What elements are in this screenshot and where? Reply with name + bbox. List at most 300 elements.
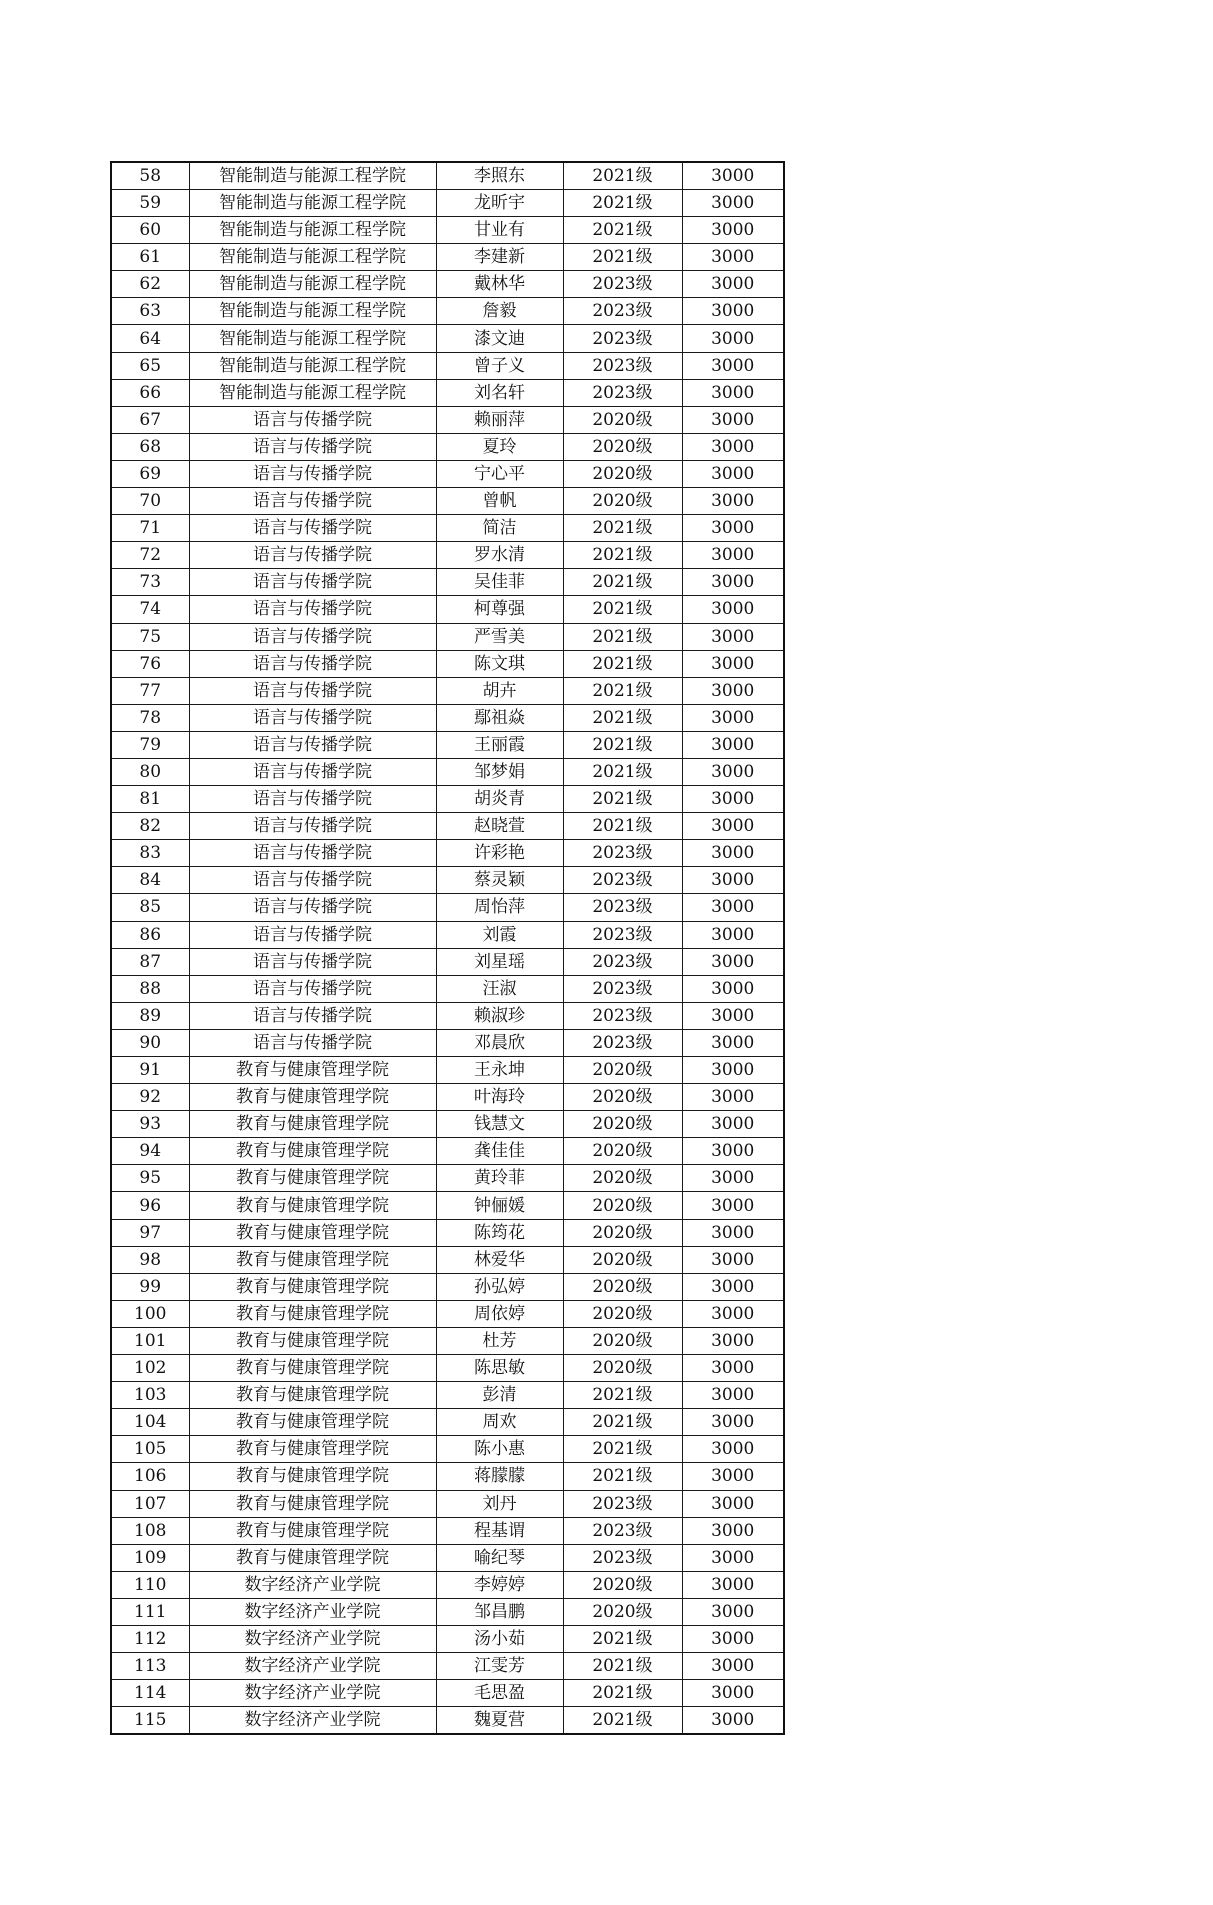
table-row [111, 1246, 784, 1273]
row-number-cell: 102 [111, 1355, 189, 1382]
college-cell: 智能制造与能源工程学院 [189, 271, 436, 298]
amount-cell: 3000 [682, 1219, 784, 1246]
roster-table-body [111, 162, 784, 1734]
table-row [111, 379, 784, 406]
amount-cell: 3000 [682, 488, 784, 515]
amount-cell: 3000 [682, 1327, 784, 1354]
amount-cell: 3000 [682, 813, 784, 840]
college-cell: 语言与传播学院 [189, 488, 436, 515]
table-row [111, 1517, 784, 1544]
table-row [111, 1138, 784, 1165]
college-cell: 语言与传播学院 [189, 569, 436, 596]
grade-cell: 2020级 [563, 460, 682, 487]
student-name-cell: 叶海玲 [436, 1084, 563, 1111]
grade-cell: 2021级 [563, 731, 682, 758]
table-row [111, 677, 784, 704]
row-number-cell: 78 [111, 704, 189, 731]
student-name-cell: 钱慧文 [436, 1111, 563, 1138]
table-row [111, 1571, 784, 1598]
grade-cell: 2023级 [563, 894, 682, 921]
grade-cell: 2023级 [563, 867, 682, 894]
college-cell: 数字经济产业学院 [189, 1707, 436, 1735]
college-cell: 语言与传播学院 [189, 975, 436, 1002]
college-cell: 智能制造与能源工程学院 [189, 217, 436, 244]
table-row [111, 460, 784, 487]
amount-cell: 3000 [682, 1463, 784, 1490]
row-number-cell: 77 [111, 677, 189, 704]
college-cell: 教育与健康管理学院 [189, 1327, 436, 1354]
student-name-cell: 柯尊强 [436, 596, 563, 623]
student-name-cell: 李照东 [436, 162, 563, 190]
row-number-cell: 88 [111, 975, 189, 1002]
table-row [111, 894, 784, 921]
grade-cell: 2020级 [563, 1165, 682, 1192]
student-name-cell: 龚佳佳 [436, 1138, 563, 1165]
student-name-cell: 龙昕宇 [436, 190, 563, 217]
grade-cell: 2021级 [563, 650, 682, 677]
student-name-cell: 刘霞 [436, 921, 563, 948]
student-name-cell: 鄢祖焱 [436, 704, 563, 731]
student-name-cell: 甘业有 [436, 217, 563, 244]
grade-cell: 2021级 [563, 596, 682, 623]
row-number-cell: 65 [111, 352, 189, 379]
table-row [111, 786, 784, 813]
amount-cell: 3000 [682, 217, 784, 244]
row-number-cell: 90 [111, 1029, 189, 1056]
student-name-cell: 刘丹 [436, 1490, 563, 1517]
college-cell: 教育与健康管理学院 [189, 1057, 436, 1084]
amount-cell: 3000 [682, 542, 784, 569]
grade-cell: 2020级 [563, 1327, 682, 1354]
amount-cell: 3000 [682, 1571, 784, 1598]
amount-cell: 3000 [682, 1057, 784, 1084]
row-number-cell: 105 [111, 1436, 189, 1463]
grade-cell: 2021级 [563, 704, 682, 731]
row-number-cell: 110 [111, 1571, 189, 1598]
student-name-cell: 周欢 [436, 1409, 563, 1436]
amount-cell: 3000 [682, 786, 784, 813]
college-cell: 数字经济产业学院 [189, 1680, 436, 1707]
amount-cell: 3000 [682, 515, 784, 542]
grade-cell: 2020级 [563, 488, 682, 515]
table-row [111, 352, 784, 379]
amount-cell: 3000 [682, 1355, 784, 1382]
student-name-cell: 林爱华 [436, 1246, 563, 1273]
college-cell: 教育与健康管理学院 [189, 1192, 436, 1219]
row-number-cell: 84 [111, 867, 189, 894]
row-number-cell: 115 [111, 1707, 189, 1735]
grade-cell: 2020级 [563, 1355, 682, 1382]
row-number-cell: 114 [111, 1680, 189, 1707]
grade-cell: 2021级 [563, 813, 682, 840]
grade-cell: 2021级 [563, 677, 682, 704]
student-name-cell: 严雪美 [436, 623, 563, 650]
amount-cell: 3000 [682, 1544, 784, 1571]
student-name-cell: 曾子义 [436, 352, 563, 379]
grade-cell: 2021级 [563, 1707, 682, 1735]
table-row [111, 867, 784, 894]
row-number-cell: 111 [111, 1598, 189, 1625]
grade-cell: 2021级 [563, 515, 682, 542]
student-name-cell: 詹毅 [436, 298, 563, 325]
college-cell: 语言与传播学院 [189, 948, 436, 975]
student-name-cell: 曾帆 [436, 488, 563, 515]
table-row [111, 1436, 784, 1463]
student-name-cell: 漆文迪 [436, 325, 563, 352]
amount-cell: 3000 [682, 758, 784, 785]
table-row [111, 1084, 784, 1111]
row-number-cell: 75 [111, 623, 189, 650]
college-cell: 语言与传播学院 [189, 840, 436, 867]
row-number-cell: 68 [111, 433, 189, 460]
table-row [111, 1680, 784, 1707]
grade-cell: 2021级 [563, 623, 682, 650]
college-cell: 教育与健康管理学院 [189, 1355, 436, 1382]
student-name-cell: 喻纪琴 [436, 1544, 563, 1571]
college-cell: 智能制造与能源工程学院 [189, 352, 436, 379]
student-name-cell: 程基谓 [436, 1517, 563, 1544]
amount-cell: 3000 [682, 190, 784, 217]
student-name-cell: 许彩艳 [436, 840, 563, 867]
row-number-cell: 80 [111, 758, 189, 785]
amount-cell: 3000 [682, 596, 784, 623]
row-number-cell: 70 [111, 488, 189, 515]
college-cell: 语言与传播学院 [189, 433, 436, 460]
college-cell: 语言与传播学院 [189, 813, 436, 840]
grade-cell: 2023级 [563, 1029, 682, 1056]
amount-cell: 3000 [682, 1490, 784, 1517]
grade-cell: 2020级 [563, 1598, 682, 1625]
grade-cell: 2021级 [563, 1653, 682, 1680]
table-row [111, 433, 784, 460]
college-cell: 智能制造与能源工程学院 [189, 162, 436, 190]
amount-cell: 3000 [682, 1273, 784, 1300]
table-row [111, 1273, 784, 1300]
college-cell: 语言与传播学院 [189, 786, 436, 813]
row-number-cell: 93 [111, 1111, 189, 1138]
college-cell: 语言与传播学院 [189, 650, 436, 677]
student-name-cell: 李建新 [436, 244, 563, 271]
grade-cell: 2021级 [563, 1409, 682, 1436]
amount-cell: 3000 [682, 1084, 784, 1111]
student-name-cell: 胡卉 [436, 677, 563, 704]
amount-cell: 3000 [682, 433, 784, 460]
student-name-cell: 孙弘婷 [436, 1273, 563, 1300]
student-name-cell: 赵晓萱 [436, 813, 563, 840]
amount-cell: 3000 [682, 162, 784, 190]
row-number-cell: 112 [111, 1625, 189, 1652]
table-row [111, 1625, 784, 1652]
college-cell: 语言与传播学院 [189, 542, 436, 569]
amount-cell: 3000 [682, 325, 784, 352]
student-name-cell: 王永坤 [436, 1057, 563, 1084]
college-cell: 语言与传播学院 [189, 1029, 436, 1056]
amount-cell: 3000 [682, 1111, 784, 1138]
row-number-cell: 103 [111, 1382, 189, 1409]
grade-cell: 2020级 [563, 1571, 682, 1598]
student-name-cell: 宁心平 [436, 460, 563, 487]
college-cell: 教育与健康管理学院 [189, 1219, 436, 1246]
college-cell: 智能制造与能源工程学院 [189, 190, 436, 217]
student-name-cell: 毛思盈 [436, 1680, 563, 1707]
college-cell: 教育与健康管理学院 [189, 1273, 436, 1300]
row-number-cell: 101 [111, 1327, 189, 1354]
grade-cell: 2021级 [563, 542, 682, 569]
row-number-cell: 82 [111, 813, 189, 840]
amount-cell: 3000 [682, 1300, 784, 1327]
grade-cell: 2020级 [563, 1219, 682, 1246]
row-number-cell: 97 [111, 1219, 189, 1246]
college-cell: 智能制造与能源工程学院 [189, 325, 436, 352]
grade-cell: 2021级 [563, 217, 682, 244]
table-row [111, 813, 784, 840]
row-number-cell: 106 [111, 1463, 189, 1490]
college-cell: 语言与传播学院 [189, 460, 436, 487]
student-name-cell: 陈小惠 [436, 1436, 563, 1463]
amount-cell: 3000 [682, 244, 784, 271]
college-cell: 语言与传播学院 [189, 623, 436, 650]
table-row [111, 704, 784, 731]
table-row [111, 325, 784, 352]
table-row [111, 1111, 784, 1138]
grade-cell: 2021级 [563, 786, 682, 813]
student-name-cell: 李婷婷 [436, 1571, 563, 1598]
amount-cell: 3000 [682, 731, 784, 758]
grade-cell: 2023级 [563, 1544, 682, 1571]
college-cell: 语言与传播学院 [189, 731, 436, 758]
row-number-cell: 76 [111, 650, 189, 677]
table-row [111, 1598, 784, 1625]
grade-cell: 2020级 [563, 1057, 682, 1084]
student-name-cell: 刘名轩 [436, 379, 563, 406]
table-row [111, 515, 784, 542]
row-number-cell: 113 [111, 1653, 189, 1680]
table-row [111, 1165, 784, 1192]
student-name-cell: 陈文琪 [436, 650, 563, 677]
row-number-cell: 109 [111, 1544, 189, 1571]
amount-cell: 3000 [682, 1382, 784, 1409]
college-cell: 数字经济产业学院 [189, 1598, 436, 1625]
student-name-cell: 陈筠花 [436, 1219, 563, 1246]
grade-cell: 2023级 [563, 1517, 682, 1544]
row-number-cell: 73 [111, 569, 189, 596]
student-name-cell: 王丽霞 [436, 731, 563, 758]
table-row [111, 1544, 784, 1571]
table-row [111, 1192, 784, 1219]
row-number-cell: 61 [111, 244, 189, 271]
college-cell: 教育与健康管理学院 [189, 1409, 436, 1436]
college-cell: 语言与传播学院 [189, 921, 436, 948]
student-name-cell: 夏玲 [436, 433, 563, 460]
grade-cell: 2023级 [563, 948, 682, 975]
grade-cell: 2020级 [563, 1246, 682, 1273]
amount-cell: 3000 [682, 867, 784, 894]
college-cell: 教育与健康管理学院 [189, 1436, 436, 1463]
scholarship-roster-table [110, 161, 785, 1735]
amount-cell: 3000 [682, 975, 784, 1002]
row-number-cell: 83 [111, 840, 189, 867]
amount-cell: 3000 [682, 1707, 784, 1735]
college-cell: 教育与健康管理学院 [189, 1246, 436, 1273]
college-cell: 数字经济产业学院 [189, 1653, 436, 1680]
grade-cell: 2021级 [563, 758, 682, 785]
table-row [111, 569, 784, 596]
amount-cell: 3000 [682, 352, 784, 379]
amount-cell: 3000 [682, 894, 784, 921]
row-number-cell: 81 [111, 786, 189, 813]
college-cell: 教育与健康管理学院 [189, 1084, 436, 1111]
grade-cell: 2021级 [563, 1436, 682, 1463]
student-name-cell: 钟俪媛 [436, 1192, 563, 1219]
table-row [111, 244, 784, 271]
grade-cell: 2021级 [563, 1680, 682, 1707]
amount-cell: 3000 [682, 840, 784, 867]
amount-cell: 3000 [682, 921, 784, 948]
table-row [111, 758, 784, 785]
amount-cell: 3000 [682, 1625, 784, 1652]
amount-cell: 3000 [682, 298, 784, 325]
student-name-cell: 黄玲菲 [436, 1165, 563, 1192]
amount-cell: 3000 [682, 704, 784, 731]
row-number-cell: 71 [111, 515, 189, 542]
table-row [111, 1219, 784, 1246]
table-row [111, 623, 784, 650]
row-number-cell: 60 [111, 217, 189, 244]
grade-cell: 2020级 [563, 1300, 682, 1327]
amount-cell: 3000 [682, 1002, 784, 1029]
amount-cell: 3000 [682, 1653, 784, 1680]
table-row [111, 1490, 784, 1517]
table-row [111, 298, 784, 325]
amount-cell: 3000 [682, 460, 784, 487]
grade-cell: 2023级 [563, 975, 682, 1002]
student-name-cell: 杜芳 [436, 1327, 563, 1354]
row-number-cell: 92 [111, 1084, 189, 1111]
college-cell: 智能制造与能源工程学院 [189, 298, 436, 325]
college-cell: 语言与传播学院 [189, 406, 436, 433]
table-row [111, 731, 784, 758]
college-cell: 语言与传播学院 [189, 1002, 436, 1029]
amount-cell: 3000 [682, 1409, 784, 1436]
row-number-cell: 98 [111, 1246, 189, 1273]
row-number-cell: 95 [111, 1165, 189, 1192]
amount-cell: 3000 [682, 1138, 784, 1165]
student-name-cell: 陈思敏 [436, 1355, 563, 1382]
student-name-cell: 邹梦娟 [436, 758, 563, 785]
table-row [111, 1002, 784, 1029]
college-cell: 语言与传播学院 [189, 894, 436, 921]
table-row [111, 840, 784, 867]
amount-cell: 3000 [682, 948, 784, 975]
student-name-cell: 戴林华 [436, 271, 563, 298]
college-cell: 语言与传播学院 [189, 515, 436, 542]
table-row [111, 542, 784, 569]
student-name-cell: 江雯芳 [436, 1653, 563, 1680]
student-name-cell: 汤小茹 [436, 1625, 563, 1652]
student-name-cell: 魏夏营 [436, 1707, 563, 1735]
table-row [111, 1382, 784, 1409]
grade-cell: 2023级 [563, 298, 682, 325]
student-name-cell: 刘星瑶 [436, 948, 563, 975]
college-cell: 数字经济产业学院 [189, 1625, 436, 1652]
table-row [111, 596, 784, 623]
grade-cell: 2021级 [563, 1625, 682, 1652]
student-name-cell: 彭清 [436, 1382, 563, 1409]
table-row [111, 1300, 784, 1327]
student-name-cell: 简洁 [436, 515, 563, 542]
grade-cell: 2021级 [563, 244, 682, 271]
table-row [111, 488, 784, 515]
table-row [111, 1057, 784, 1084]
grade-cell: 2023级 [563, 921, 682, 948]
row-number-cell: 87 [111, 948, 189, 975]
amount-cell: 3000 [682, 1517, 784, 1544]
grade-cell: 2023级 [563, 379, 682, 406]
row-number-cell: 99 [111, 1273, 189, 1300]
amount-cell: 3000 [682, 623, 784, 650]
row-number-cell: 69 [111, 460, 189, 487]
grade-cell: 2023级 [563, 325, 682, 352]
row-number-cell: 72 [111, 542, 189, 569]
grade-cell: 2021级 [563, 569, 682, 596]
college-cell: 智能制造与能源工程学院 [189, 244, 436, 271]
college-cell: 智能制造与能源工程学院 [189, 379, 436, 406]
row-number-cell: 108 [111, 1517, 189, 1544]
student-name-cell: 蔡灵颖 [436, 867, 563, 894]
college-cell: 教育与健康管理学院 [189, 1517, 436, 1544]
grade-cell: 2020级 [563, 1084, 682, 1111]
amount-cell: 3000 [682, 1029, 784, 1056]
row-number-cell: 79 [111, 731, 189, 758]
student-name-cell: 吴佳菲 [436, 569, 563, 596]
grade-cell: 2023级 [563, 271, 682, 298]
grade-cell: 2021级 [563, 162, 682, 190]
grade-cell: 2020级 [563, 433, 682, 460]
amount-cell: 3000 [682, 379, 784, 406]
table-row [111, 975, 784, 1002]
student-name-cell: 蒋朦朦 [436, 1463, 563, 1490]
row-number-cell: 59 [111, 190, 189, 217]
student-name-cell: 邓晨欣 [436, 1029, 563, 1056]
table-row [111, 1355, 784, 1382]
row-number-cell: 96 [111, 1192, 189, 1219]
college-cell: 教育与健康管理学院 [189, 1382, 436, 1409]
row-number-cell: 91 [111, 1057, 189, 1084]
table-row [111, 1029, 784, 1056]
student-name-cell: 周依婷 [436, 1300, 563, 1327]
grade-cell: 2023级 [563, 1490, 682, 1517]
row-number-cell: 74 [111, 596, 189, 623]
table-row [111, 948, 784, 975]
row-number-cell: 104 [111, 1409, 189, 1436]
grade-cell: 2020级 [563, 1138, 682, 1165]
amount-cell: 3000 [682, 1246, 784, 1273]
grade-cell: 2023级 [563, 352, 682, 379]
table-row [111, 1327, 784, 1354]
amount-cell: 3000 [682, 1680, 784, 1707]
row-number-cell: 62 [111, 271, 189, 298]
table-row [111, 650, 784, 677]
table-row [111, 190, 784, 217]
table-row [111, 1653, 784, 1680]
grade-cell: 2020级 [563, 1273, 682, 1300]
table-row [111, 162, 784, 190]
student-name-cell: 邹昌鹏 [436, 1598, 563, 1625]
amount-cell: 3000 [682, 569, 784, 596]
college-cell: 教育与健康管理学院 [189, 1138, 436, 1165]
college-cell: 教育与健康管理学院 [189, 1544, 436, 1571]
row-number-cell: 64 [111, 325, 189, 352]
